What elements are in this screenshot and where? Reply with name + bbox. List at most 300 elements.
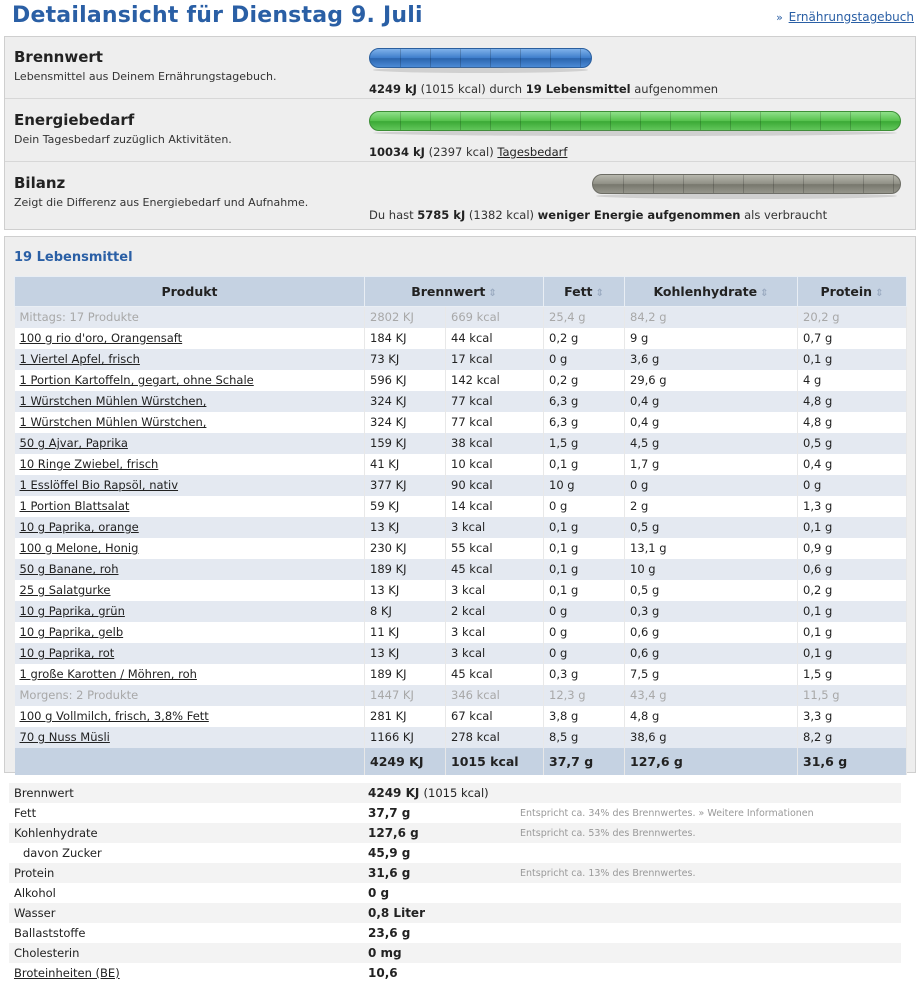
bar-segment-divider	[863, 175, 864, 193]
kcal-cell: 67 kcal	[446, 706, 544, 727]
fett-cell: 0,1 g	[544, 559, 625, 580]
column-fett-label: Fett	[564, 284, 593, 299]
food-link[interactable]: 1 Viertel Apfel, frisch	[19, 352, 140, 366]
energiebedarf-kcal: (2397 kcal)	[428, 145, 494, 159]
table-row	[15, 391, 907, 412]
energy-panel	[4, 36, 916, 230]
nutrient-amount: 0,8 Liter	[368, 906, 425, 920]
kj-cell: 1447 KJ	[365, 685, 446, 706]
foods-panel	[4, 236, 916, 773]
bar-segment-divider	[640, 112, 641, 130]
protein-cell: 4 g	[798, 370, 907, 391]
kohlenhydrate-cell: 0,5 g	[625, 580, 798, 601]
nutrient-summary-table	[9, 783, 901, 983]
product-cell	[15, 538, 365, 559]
column-protein[interactable]	[798, 277, 907, 307]
kj-cell: 41 KJ	[365, 454, 446, 475]
kohlenhydrate-cell: 4,8 g	[625, 706, 798, 727]
bar-segment-divider	[580, 49, 581, 67]
bar-segment-divider	[520, 49, 521, 67]
kcal-cell: 17 kcal	[446, 349, 544, 370]
product-cell	[15, 328, 365, 349]
food-link[interactable]: 10 Ringe Zwiebel, frisch	[19, 457, 159, 471]
nutrient-value	[363, 923, 515, 943]
energiebedarf-bar	[369, 111, 901, 131]
table-row	[15, 454, 907, 475]
kohlenhydrate-cell: 0,6 g	[625, 622, 798, 643]
sort-icon[interactable]: ⇕	[875, 288, 884, 299]
kohlenhydrate-cell: 38,6 g	[625, 727, 798, 748]
kj-cell: 281 KJ	[365, 706, 446, 727]
product-cell	[15, 475, 365, 496]
kcal-cell: 44 kcal	[446, 328, 544, 349]
product-cell	[15, 433, 365, 454]
bar-segment-divider	[773, 175, 774, 193]
food-link[interactable]: 1 große Karotten / Möhren, roh	[19, 667, 197, 681]
sort-icon[interactable]: ⇕	[595, 288, 604, 299]
bilanz-kj: 5785 kJ	[417, 208, 466, 222]
brennwert-count: 19 Lebensmittel	[525, 82, 631, 96]
kcal-cell: 14 kcal	[446, 496, 544, 517]
diary-link[interactable]: Ernährungstagebuch	[788, 10, 914, 24]
bar-segment-divider	[743, 175, 744, 193]
product-cell	[15, 496, 365, 517]
bilanz-kcal: (1382 kcal)	[468, 208, 535, 222]
brennwert-title: Brennwert	[14, 48, 103, 66]
table-row	[15, 538, 907, 559]
bar-segment-divider	[850, 112, 851, 130]
nutrient-label: Alkohol	[9, 883, 363, 903]
kj-cell: 13 KJ	[365, 643, 446, 664]
food-link[interactable]: 25 g Salatgurke	[19, 583, 111, 597]
foods-table-body	[15, 307, 907, 775]
table-row	[15, 664, 907, 685]
fett-cell: 0 g	[544, 349, 625, 370]
kcal-cell: 3 kcal	[446, 517, 544, 538]
kj-cell: 11 KJ	[365, 622, 446, 643]
page-header	[0, 0, 921, 34]
protein-cell: 11,5 g	[798, 685, 907, 706]
meal-group-row	[15, 685, 907, 706]
bar-segment-divider	[460, 112, 461, 130]
protein-cell: 0,1 g	[798, 643, 907, 664]
nutrient-note	[515, 883, 901, 903]
food-link[interactable]: 100 g Vollmilch, frisch, 3,8% Fett	[19, 709, 209, 723]
food-link[interactable]: 50 g Banane, roh	[19, 562, 119, 576]
bar-segment-divider	[833, 175, 834, 193]
food-link[interactable]: 1 Würstchen Mühlen Würstchen,	[19, 394, 207, 408]
kcal-cell: 77 kcal	[446, 391, 544, 412]
nutrient-note	[515, 943, 901, 963]
energy-row-bilanz	[5, 163, 915, 225]
food-link[interactable]: 100 g rio d'oro, Orangensaft	[19, 331, 183, 345]
product-cell	[15, 706, 365, 727]
fett-cell: 3,8 g	[544, 706, 625, 727]
foods-table	[14, 276, 907, 775]
protein-cell: 20,2 g	[798, 307, 907, 328]
nutrient-value	[363, 863, 515, 883]
product-cell	[15, 664, 365, 685]
bilanz-info	[369, 208, 827, 222]
table-row	[15, 643, 907, 664]
kj-cell: 189 KJ	[365, 559, 446, 580]
nutrient-value	[363, 803, 515, 823]
food-link[interactable]: 1 Esslöffel Bio Rapsöl, nativ	[19, 478, 179, 492]
protein-cell: 0,1 g	[798, 622, 907, 643]
table-row	[15, 328, 907, 349]
protein-cell: 0,2 g	[798, 580, 907, 601]
kohlenhydrate-cell: 43,4 g	[625, 685, 798, 706]
kohlenhydrate-cell: 84,2 g	[625, 307, 798, 328]
nutrient-value	[363, 783, 515, 803]
kj-cell: 189 KJ	[365, 664, 446, 685]
kcal-cell: 669 kcal	[446, 307, 544, 328]
kcal-cell: 77 kcal	[446, 412, 544, 433]
kcal-cell: 90 kcal	[446, 475, 544, 496]
kohlenhydrate-cell: 10 g	[625, 559, 798, 580]
foods-heading: 19 Lebensmittel	[14, 250, 133, 265]
kcal-cell: 2 kcal	[446, 601, 544, 622]
nutrient-value	[363, 963, 515, 983]
kj-cell: 324 KJ	[365, 391, 446, 412]
product-cell	[15, 349, 365, 370]
nutrient-row	[9, 943, 901, 963]
bar-segment-divider	[730, 112, 731, 130]
protein-cell: 0,1 g	[798, 517, 907, 538]
nutrient-label: Cholesterin	[9, 943, 363, 963]
brennwert-bar	[369, 48, 592, 68]
fett-cell: 0,1 g	[544, 517, 625, 538]
kohlenhydrate-cell: 0 g	[625, 475, 798, 496]
product-cell: Mittags: 17 Produkte	[15, 307, 365, 328]
product-cell	[15, 454, 365, 475]
bar-segment-divider	[880, 112, 881, 130]
protein-cell: 1,3 g	[798, 496, 907, 517]
nutrient-note-text: Entspricht ca. 13% des Brennwertes.	[520, 867, 696, 879]
kj-cell: 324 KJ	[365, 412, 446, 433]
bar-segment-divider	[653, 175, 654, 193]
product-cell	[15, 370, 365, 391]
column-brennwert-label: Brennwert	[411, 284, 486, 299]
meal-group-row	[15, 307, 907, 328]
kj-cell: 1166 KJ	[365, 727, 446, 748]
brennwert-kcal: (1015 kcal)	[420, 82, 486, 96]
nutrient-value	[363, 903, 515, 923]
bilanz-pre: Du hast	[369, 208, 414, 222]
kohlenhydrate-cell: 0,3 g	[625, 601, 798, 622]
bar-segment-divider	[610, 112, 611, 130]
fett-cell: 1,5 g	[544, 433, 625, 454]
energiebedarf-bar-shadow	[373, 130, 897, 136]
nutrient-amount: 23,6 g	[368, 926, 411, 940]
total-kohlenhydrate-cell: 127,6 g	[625, 748, 798, 775]
protein-cell: 0,1 g	[798, 601, 907, 622]
food-link[interactable]: 1 Würstchen Mühlen Würstchen,	[19, 415, 207, 429]
nutrient-amount: 4249 KJ	[368, 786, 420, 800]
table-row	[15, 496, 907, 517]
diary-link-container	[776, 10, 914, 24]
protein-cell: 1,5 g	[798, 664, 907, 685]
food-link[interactable]: 10 g Paprika, rot	[19, 646, 115, 660]
food-link[interactable]: 1 Portion Kartoffeln, gegart, ohne Schale	[19, 373, 254, 387]
product-cell	[15, 391, 365, 412]
food-link[interactable]: 10 g Paprika, grün	[19, 604, 125, 618]
total-fett-cell: 37,7 g	[544, 748, 625, 775]
kj-cell: 59 KJ	[365, 496, 446, 517]
bar-segment-divider	[803, 175, 804, 193]
nutrient-row	[9, 863, 901, 883]
product-cell	[15, 643, 365, 664]
bar-segment-divider	[490, 49, 491, 67]
bar-segment-divider	[623, 175, 624, 193]
food-link[interactable]: 50 g Ajvar, Paprika	[19, 436, 128, 450]
product-cell	[15, 727, 365, 748]
bilanz-bar-shadow	[596, 193, 897, 199]
protein-cell: 8,2 g	[798, 727, 907, 748]
kohlenhydrate-cell: 29,6 g	[625, 370, 798, 391]
protein-cell: 4,8 g	[798, 412, 907, 433]
kcal-cell: 55 kcal	[446, 538, 544, 559]
tagesbedarf-link[interactable]: Tagesbedarf	[497, 145, 568, 159]
nutrient-note	[515, 823, 901, 843]
nutrient-value	[363, 883, 515, 903]
product-cell	[15, 517, 365, 538]
table-row	[15, 559, 907, 580]
kcal-cell: 346 kcal	[446, 685, 544, 706]
food-link[interactable]: 10 g Paprika, gelb	[19, 625, 124, 639]
kohlenhydrate-cell: 13,1 g	[625, 538, 798, 559]
protein-cell: 0,7 g	[798, 328, 907, 349]
kohlenhydrate-cell: 3,6 g	[625, 349, 798, 370]
table-row	[15, 370, 907, 391]
nutrient-label: Brennwert	[9, 783, 363, 803]
kohlenhydrate-cell: 0,5 g	[625, 517, 798, 538]
bar-segment-divider	[550, 112, 551, 130]
fett-cell: 8,5 g	[544, 727, 625, 748]
page-title: Detailansicht für Dienstag 9. Juli	[12, 3, 423, 28]
kohlenhydrate-cell: 7,5 g	[625, 664, 798, 685]
brennwert-mid: durch	[489, 82, 523, 96]
nutrient-label: Protein	[9, 863, 363, 883]
nutrient-note-text: Entspricht ca. 53% des Brennwertes.	[520, 827, 696, 839]
nutrient-label: Kohlenhydrate	[9, 823, 363, 843]
protein-cell: 0,4 g	[798, 454, 907, 475]
bar-segment-divider	[790, 112, 791, 130]
column-protein-label: Protein	[820, 284, 873, 299]
table-row	[15, 412, 907, 433]
column-kohlenhydrate[interactable]	[625, 277, 798, 307]
kcal-cell: 3 kcal	[446, 580, 544, 601]
bilanz-bold-tail: weniger Energie aufgenommen	[537, 208, 741, 222]
bilanz-description: Zeigt die Differenz aus Energiebedarf und Aufnahme.	[14, 196, 309, 209]
kj-cell: 184 KJ	[365, 328, 446, 349]
kcal-cell: 278 kcal	[446, 727, 544, 748]
kohlenhydrate-cell: 0,6 g	[625, 643, 798, 664]
energiebedarf-info	[369, 145, 567, 159]
kj-cell: 377 KJ	[365, 475, 446, 496]
nutrient-amount: 37,7 g	[368, 806, 411, 820]
kohlenhydrate-cell: 1,7 g	[625, 454, 798, 475]
total-product-cell	[15, 748, 365, 775]
table-row	[15, 475, 907, 496]
protein-cell: 0 g	[798, 475, 907, 496]
fett-cell: 0 g	[544, 601, 625, 622]
table-row	[15, 580, 907, 601]
total-kj-cell: 4249 KJ	[365, 748, 446, 775]
product-cell	[15, 580, 365, 601]
food-link[interactable]: 70 g Nuss Müsli	[19, 730, 110, 744]
kj-cell: 159 KJ	[365, 433, 446, 454]
fett-cell: 0,1 g	[544, 580, 625, 601]
bar-segment-divider	[520, 112, 521, 130]
kcal-cell: 38 kcal	[446, 433, 544, 454]
protein-cell: 4,8 g	[798, 391, 907, 412]
bar-segment-divider	[490, 112, 491, 130]
product-cell	[15, 412, 365, 433]
fett-cell: 0,1 g	[544, 454, 625, 475]
nutrient-amount: 127,6 g	[368, 826, 419, 840]
product-cell: Morgens: 2 Produkte	[15, 685, 365, 706]
nutrient-amount: 45,9 g	[368, 846, 411, 860]
fett-cell: 0 g	[544, 643, 625, 664]
fett-cell: 0,1 g	[544, 538, 625, 559]
brennwert-tail: aufgenommen	[634, 82, 719, 96]
bar-segment-divider	[820, 112, 821, 130]
bilanz-bar	[592, 174, 901, 194]
nutrient-note	[515, 963, 901, 983]
column-fett[interactable]	[544, 277, 625, 307]
fett-cell: 25,4 g	[544, 307, 625, 328]
foods-table-header	[15, 277, 907, 307]
bar-segment-divider	[430, 49, 431, 67]
nutrient-extra: (1015 kcal)	[423, 786, 489, 800]
food-link[interactable]: 1 Portion Blattsalat	[19, 499, 130, 513]
table-row	[15, 706, 907, 727]
bilanz-tail: als verbraucht	[744, 208, 828, 222]
nutrient-amount: 31,6 g	[368, 866, 411, 880]
nutrient-row	[9, 823, 901, 843]
kcal-cell: 142 kcal	[446, 370, 544, 391]
product-cell	[15, 622, 365, 643]
nutrient-amount: 0 mg	[368, 946, 402, 960]
nutrient-row	[9, 903, 901, 923]
kj-cell: 13 KJ	[365, 580, 446, 601]
kcal-cell: 10 kcal	[446, 454, 544, 475]
kcal-cell: 3 kcal	[446, 622, 544, 643]
fett-cell: 10 g	[544, 475, 625, 496]
kj-cell: 2802 KJ	[365, 307, 446, 328]
table-row	[15, 727, 907, 748]
bar-segment-divider	[760, 112, 761, 130]
nutrient-label: davon Zucker	[9, 843, 363, 863]
nutrient-note	[515, 843, 901, 863]
nutrient-note	[515, 803, 901, 823]
fett-cell: 6,3 g	[544, 391, 625, 412]
nutrient-note	[515, 903, 901, 923]
table-row	[15, 622, 907, 643]
nutrient-link[interactable]: Broteinheiten (BE)	[14, 966, 120, 980]
protein-cell: 0,5 g	[798, 433, 907, 454]
energiebedarf-kj: 10034 kJ	[369, 145, 425, 159]
fett-cell: 0,2 g	[544, 328, 625, 349]
fett-cell: 0,3 g	[544, 664, 625, 685]
fett-cell: 0,2 g	[544, 370, 625, 391]
link-arrow-icon: »	[776, 11, 783, 24]
bar-segment-divider	[670, 112, 671, 130]
product-cell	[15, 601, 365, 622]
nutrient-row	[9, 803, 901, 823]
protein-cell: 0,1 g	[798, 349, 907, 370]
bar-segment-divider	[460, 49, 461, 67]
kj-cell: 8 KJ	[365, 601, 446, 622]
nutrient-note	[515, 783, 901, 803]
nutrient-amount: 0 g	[368, 886, 390, 900]
table-row	[15, 601, 907, 622]
food-link[interactable]: 10 g Paprika, orange	[19, 520, 139, 534]
nutrient-row	[9, 963, 901, 983]
nutrient-label: Fett	[9, 803, 363, 823]
more-info-link[interactable]: » Weitere Informationen	[698, 807, 814, 819]
sort-icon[interactable]: ⇕	[760, 288, 769, 299]
nutrient-note-text: Entspricht ca. 34% des Brennwertes.	[520, 807, 696, 819]
brennwert-bar-shadow	[373, 67, 588, 73]
sort-icon[interactable]: ⇕	[488, 288, 497, 299]
nutrient-amount: 10,6	[368, 966, 398, 980]
kcal-cell: 3 kcal	[446, 643, 544, 664]
kohlenhydrate-cell: 4,5 g	[625, 433, 798, 454]
table-row	[15, 517, 907, 538]
kohlenhydrate-cell: 9 g	[625, 328, 798, 349]
column-brennwert[interactable]	[365, 277, 544, 307]
nutrient-label	[9, 963, 363, 983]
product-cell	[15, 559, 365, 580]
energiebedarf-description: Dein Tagesbedarf zuzüglich Aktivitäten.	[14, 133, 232, 146]
nutrient-row	[9, 883, 901, 903]
food-link[interactable]: 100 g Melone, Honig	[19, 541, 139, 555]
bar-segment-divider	[400, 49, 401, 67]
column-kohlenhydrate-label: Kohlenhydrate	[653, 284, 758, 299]
energy-row-energiebedarf	[5, 100, 915, 162]
bar-segment-divider	[580, 112, 581, 130]
nutrient-summary-body	[9, 783, 901, 983]
kohlenhydrate-cell: 2 g	[625, 496, 798, 517]
kj-cell: 230 KJ	[365, 538, 446, 559]
protein-cell: 3,3 g	[798, 706, 907, 727]
kohlenhydrate-cell: 0,4 g	[625, 412, 798, 433]
brennwert-description: Lebensmittel aus Deinem Ernährungstagebuch.	[14, 70, 277, 83]
total-kcal-cell: 1015 kcal	[446, 748, 544, 775]
fett-cell: 0 g	[544, 496, 625, 517]
nutrient-value	[363, 843, 515, 863]
nutrient-value	[363, 943, 515, 963]
kcal-cell: 45 kcal	[446, 559, 544, 580]
bar-segment-divider	[400, 112, 401, 130]
kj-cell: 13 KJ	[365, 517, 446, 538]
kohlenhydrate-cell: 0,4 g	[625, 391, 798, 412]
bar-segment-divider	[683, 175, 684, 193]
column-produkt-label: Produkt	[161, 284, 218, 299]
bar-segment-divider	[893, 175, 894, 193]
brennwert-info	[369, 82, 718, 96]
bar-segment-divider	[700, 112, 701, 130]
nutrient-note	[515, 863, 901, 883]
protein-cell: 0,9 g	[798, 538, 907, 559]
total-protein-cell: 31,6 g	[798, 748, 907, 775]
fett-cell: 6,3 g	[544, 412, 625, 433]
bilanz-title: Bilanz	[14, 174, 66, 192]
bar-segment-divider	[430, 112, 431, 130]
energy-row-brennwert	[5, 37, 915, 99]
